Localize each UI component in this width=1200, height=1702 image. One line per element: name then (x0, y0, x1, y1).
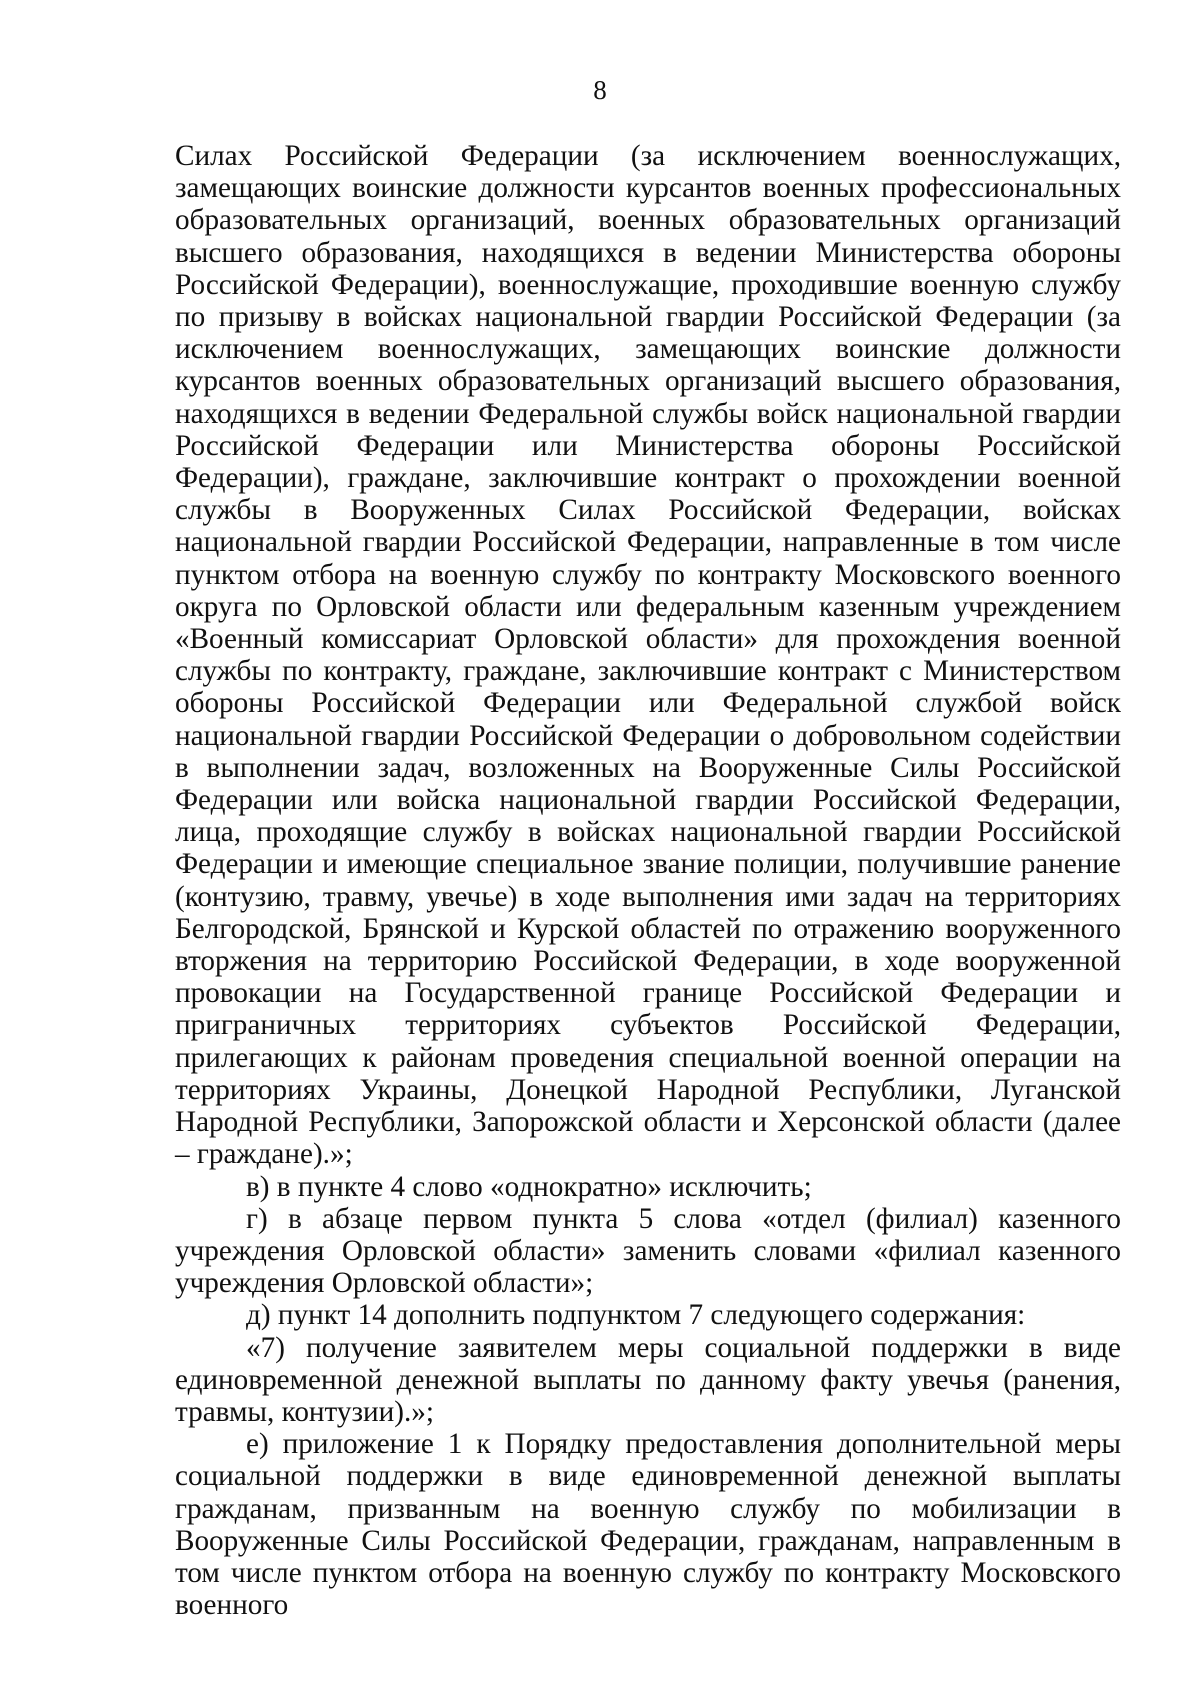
paragraph-continuation: Силах Российской Федерации (за исключением военнослужащих, замещающих воинские должности курсантов военных профессиональных образовательных организаций, военных образовательных организаций высшего образования, находящихся в ведении Министерства обороны Российской Федерации), военнослужащие, проходившие военную службу по призыву в войсках национальной гвардии Российской Федерации (за исключением военнослужащих, замещающих воинские должности курсантов военных образовательных организаций высшего образования, находящихся в ведении Федеральной службы войск национальной гвардии Российской Федерации или Министерства обороны Российской Федерации), граждане, заключившие контракт о прохождении военной службы в Вооруженных Силах Российской Федерации, войсках национальной гвардии Российской Федерации, направленные в том числе пунктом отбора на военную службу по контракту Московского военного округа по Орловской области или федеральным казенным учреждением «Военный комиссариат Орловской области» для прохождения военной службы по контракту, граждане, заключившие контракт с Министерством обороны Российской Федерации или Федеральной службой войск национальной гвардии Российской Федерации о добровольном содействии в выполнении задач, возложенных на Вооруженные Силы Российской Федерации или войска национальной гвардии Российской Федерации, лица, проходящие службу в войсках национальной гвардии Российской Федерации и имеющие специальное звание полиции, получившие ранение (контузию, травму, увечье) в ходе выполнения ими задач на территориях Белгородской, Брянской и Курской областей по отражению вооруженного вторжения на территорию Российской Федерации, в ходе вооруженной провокации на Государственной границе Российской Федерации и приграничных территориях субъектов Российской Федерации, прилегающих к районам проведения специальной военной операции на территориях Украины, Донецкой Народной Республики, Луганской Народной Республики, Запорожской области и Херсонской области (далее – граждане).»; (175, 140, 1121, 1171)
page-number: 8 (593, 75, 607, 105)
paragraph-subitem-7: «7) получение заявителем меры социальной поддержки в виде единовременной денежной выплаты по данному факту увечья (ранения, травмы, контузии).»; (175, 1331, 1121, 1428)
paragraph-item-v: в) в пункте 4 слово «однократно» исключить; (246, 1170, 812, 1203)
paragraph-item-d: д) пункт 14 дополнить подпунктом 7 следующего содержания: (246, 1299, 1026, 1332)
document-body (175, 140, 1121, 1621)
paragraph-item-e: е) приложение 1 к Порядку предоставления дополнительной меры социальной поддержки в виде единовременной денежной выплаты гражданам, призванным на военную службу по мобилизации в Вооруженные Силы Российской Федерации, гражданам, направленным в том числе пунктом отбора на военную службу по контракту Московского военного (175, 1428, 1121, 1622)
paragraph-item-g: г) в абзаце первом пункта 5 слова «отдел (филиал) казенного учреждения Орловской области» заменить словами «филиал казенного учреждения Орловской области»; (175, 1202, 1121, 1300)
